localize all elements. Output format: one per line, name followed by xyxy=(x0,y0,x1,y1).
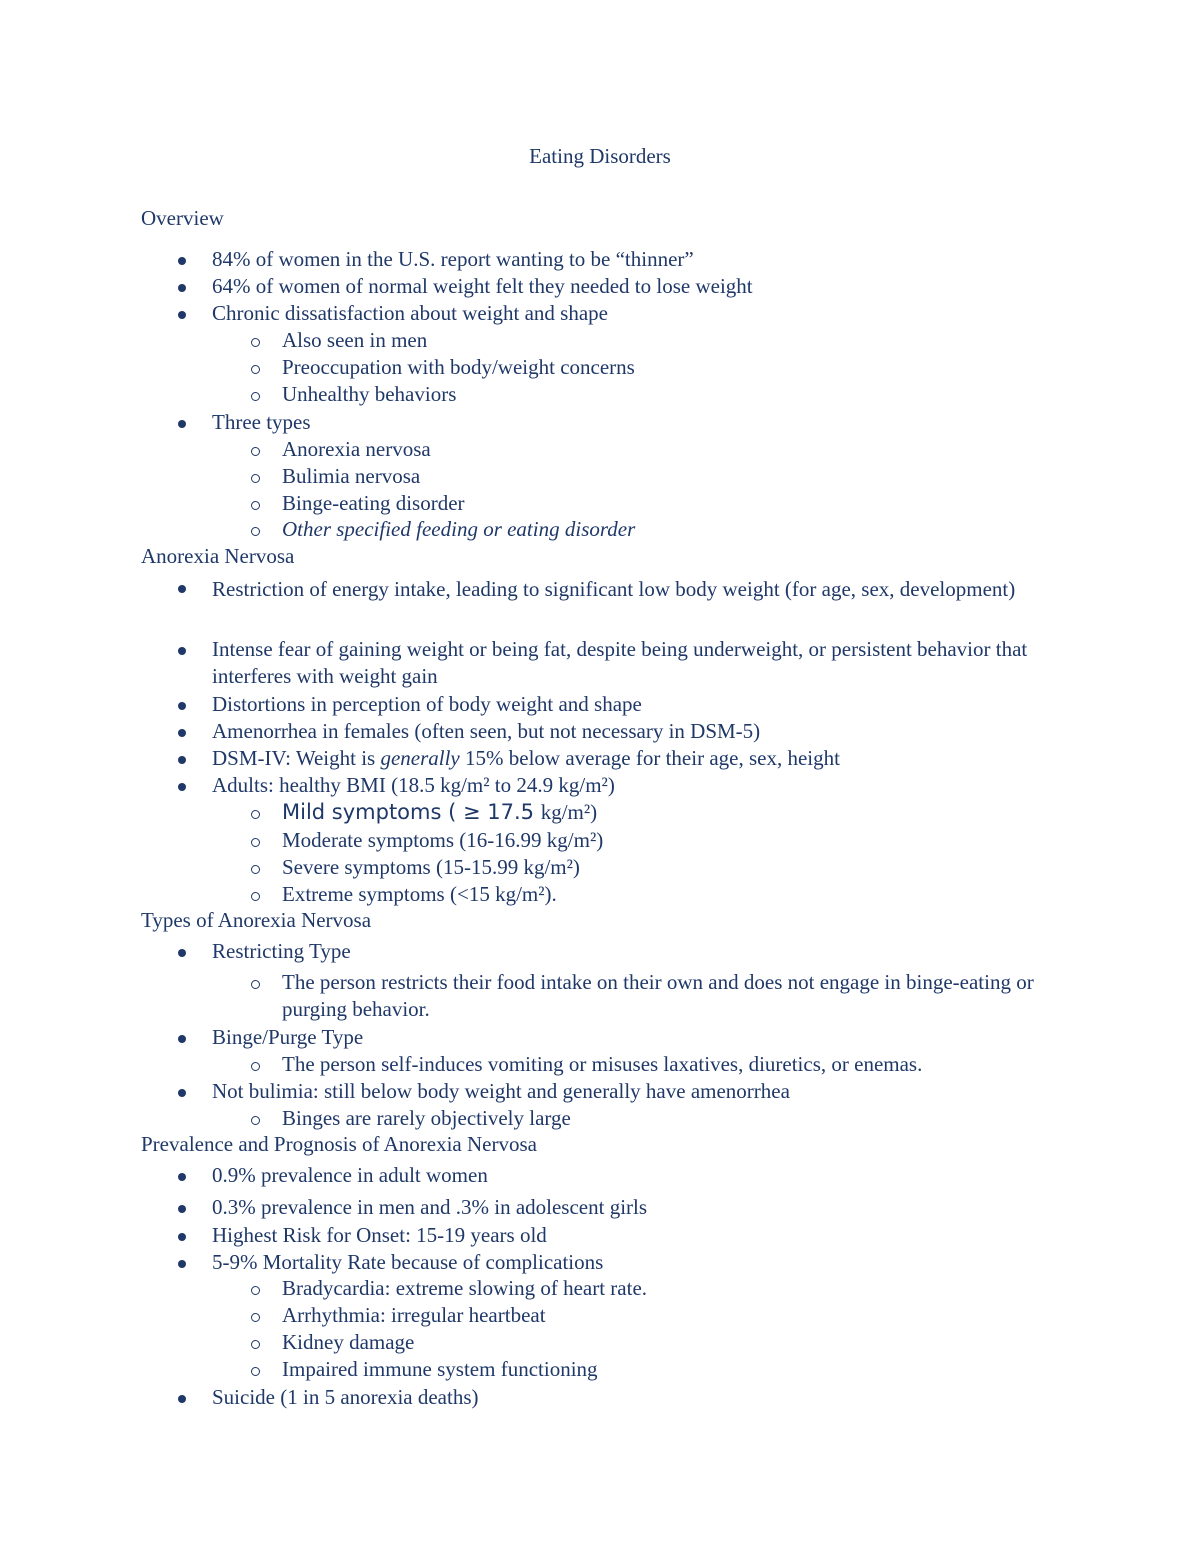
list-subitem: Moderate symptoms (16-16.99 kg/m²) xyxy=(282,827,1062,854)
list-item: Amenorrhea in females (often seen, but not necessary in DSM-5) xyxy=(212,718,1032,745)
list-subitem: The person restricts their food intake on their own and does not engage in binge-eating or purging behavior. xyxy=(282,969,1052,1023)
list-subitem: Extreme symptoms (<15 kg/m²). xyxy=(282,881,1062,908)
list-item: DSM-IV: Weight is generally 15% below average for their age, sex, height xyxy=(212,745,1032,772)
bullet-dot-icon xyxy=(172,273,192,300)
bullet-dot-icon xyxy=(172,938,192,965)
section-heading-types: Types of Anorexia Nervosa xyxy=(141,908,372,932)
bullet-dot-icon xyxy=(172,1222,192,1249)
list-item: Binge/Purge Type xyxy=(212,1024,1032,1051)
bullet-dot-icon xyxy=(172,1194,192,1221)
list-subitem: The person self-induces vomiting or misuses laxatives, diuretics, or enemas. xyxy=(282,1051,1062,1078)
bullet-ring-icon xyxy=(245,490,265,517)
list-subitem: Mild symptoms ( ≥ 17.5 kg/m²) xyxy=(282,797,1062,827)
list-item: 0.9% prevalence in adult women xyxy=(212,1162,1032,1189)
bullet-ring-icon xyxy=(245,516,265,543)
bullet-ring-icon xyxy=(245,1302,265,1329)
list-item: 0.3% prevalence in men and .3% in adolescent girls xyxy=(212,1194,1032,1221)
list-item: Intense fear of gaining weight or being fat, despite being underweight, or persistent behavior that interferes with weight gain xyxy=(212,636,1032,690)
bullet-ring-icon xyxy=(245,969,265,996)
list-item: Three types xyxy=(212,409,1032,436)
bullet-dot-icon xyxy=(172,1384,192,1411)
bullet-dot-icon xyxy=(172,1078,192,1105)
bullet-dot-icon xyxy=(172,745,192,772)
bullet-dot-icon xyxy=(172,1162,192,1189)
bullet-ring-icon xyxy=(245,327,265,354)
list-item: Not bulimia: still below body weight and generally have amenorrhea xyxy=(212,1078,1032,1105)
bullet-ring-icon xyxy=(245,463,265,490)
document-title: Eating Disorders xyxy=(529,144,671,168)
bullet-ring-icon xyxy=(245,1051,265,1078)
section-heading-prevalence: Prevalence and Prognosis of Anorexia Nervosa xyxy=(141,1132,537,1156)
bullet-dot-icon xyxy=(172,636,192,663)
bullet-ring-icon xyxy=(245,354,265,381)
list-subitem: Binge-eating disorder xyxy=(282,490,1062,517)
bullet-ring-icon xyxy=(245,1105,265,1132)
list-item: Restriction of energy intake, leading to significant low body weight (for age, sex, development) xyxy=(212,574,1032,604)
list-item: 84% of women in the U.S. report wanting to be “thinner” xyxy=(212,246,1032,273)
list-subitem: Anorexia nervosa xyxy=(282,436,1062,463)
list-subitem: Other specified feeding or eating disorder xyxy=(282,516,1062,543)
bullet-ring-icon xyxy=(245,436,265,463)
bullet-dot-icon xyxy=(172,1249,192,1276)
list-subitem: Arrhythmia: irregular heartbeat xyxy=(282,1302,1062,1329)
list-item: Adults: healthy BMI (18.5 kg/m² to 24.9 kg/m²) xyxy=(212,772,1032,799)
bullet-dot-icon xyxy=(172,300,192,327)
bullet-ring-icon xyxy=(245,1275,265,1302)
list-subitem: Bulimia nervosa xyxy=(282,463,1062,490)
bullet-dot-icon xyxy=(172,691,192,718)
list-subitem: Kidney damage xyxy=(282,1329,1062,1356)
bullet-ring-icon xyxy=(245,854,265,881)
bullet-dot-icon xyxy=(172,574,192,601)
section-heading-anorexia: Anorexia Nervosa xyxy=(141,544,295,568)
bullet-ring-icon xyxy=(245,1356,265,1383)
list-item: Distortions in perception of body weight and shape xyxy=(212,691,1032,718)
list-item: 5-9% Mortality Rate because of complications xyxy=(212,1249,1032,1276)
section-heading-overview: Overview xyxy=(141,206,224,230)
list-subitem: Binges are rarely objectively large xyxy=(282,1105,1062,1132)
list-item: Restricting Type xyxy=(212,938,1032,965)
list-item: Suicide (1 in 5 anorexia deaths) xyxy=(212,1384,1032,1411)
bullet-ring-icon xyxy=(245,1329,265,1356)
bullet-dot-icon xyxy=(172,718,192,745)
bullet-ring-icon xyxy=(245,827,265,854)
list-subitem: Severe symptoms (15-15.99 kg/m²) xyxy=(282,854,1062,881)
list-subitem: Bradycardia: extreme slowing of heart rate. xyxy=(282,1275,1062,1302)
list-subitem: Also seen in men xyxy=(282,327,1062,354)
list-subitem: Unhealthy behaviors xyxy=(282,381,1062,408)
bullet-dot-icon xyxy=(172,409,192,436)
bullet-ring-icon xyxy=(245,799,265,826)
bullet-ring-icon xyxy=(245,881,265,908)
bullet-ring-icon xyxy=(245,381,265,408)
list-subitem: Preoccupation with body/weight concerns xyxy=(282,354,1062,381)
list-item: 64% of women of normal weight felt they needed to lose weight xyxy=(212,273,1032,300)
bullet-dot-icon xyxy=(172,246,192,273)
list-item: Chronic dissatisfaction about weight and shape xyxy=(212,300,1032,327)
bullet-dot-icon xyxy=(172,772,192,799)
list-subitem: Impaired immune system functioning xyxy=(282,1356,1062,1383)
bullet-dot-icon xyxy=(172,1024,192,1051)
list-item: Highest Risk for Onset: 15-19 years old xyxy=(212,1222,1032,1249)
